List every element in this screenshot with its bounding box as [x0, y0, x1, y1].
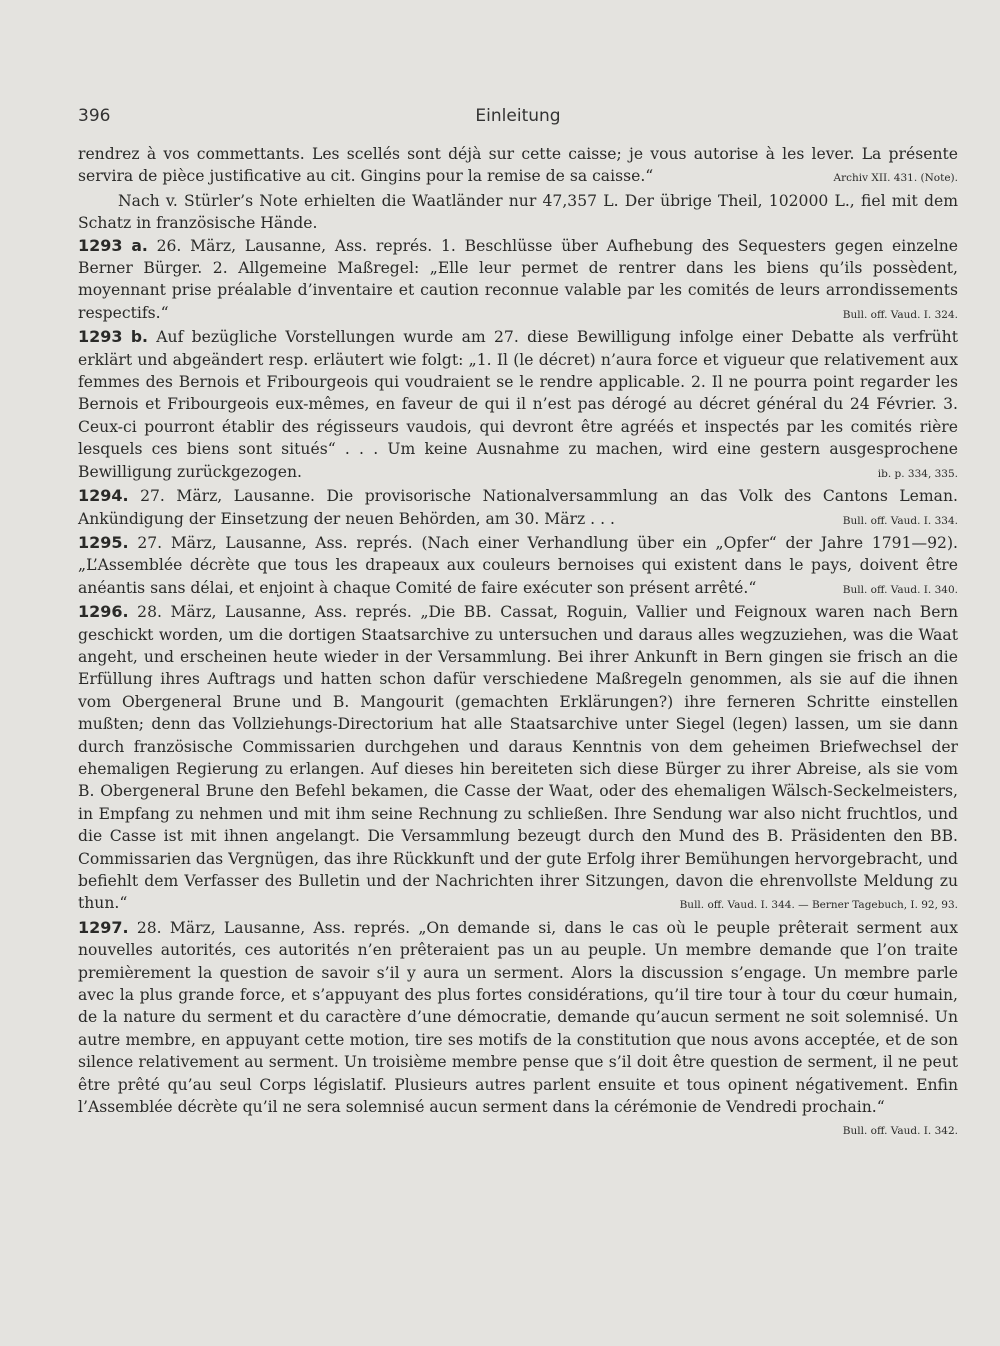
source-reference: Bull. off. Vaud. I. 342.	[842, 1125, 958, 1138]
entry-number: 1295.	[78, 532, 129, 552]
paragraph-text: 27. März, Lausanne, Ass. représ. (Nach einer Verhandlung über ein „Opfer“ der Jahre 1791—92). „L’Assemblée décrète que tous les drapeaux aux couleurs bernoises qui existent dans le pays, doivent être anéantis sans délai, et enjoint à chaque Comité de faire exécuter son présent arrêté.“	[78, 533, 958, 597]
paragraph-text: rendrez à vos commettants. Les scellés sont déjà sur cette caisse; je vous autorise à les lever. La présente servira de pièce justificative au cit. Gingins pour la remise de sa caisse.“	[78, 145, 958, 186]
source-reference: Bull. off. Vaud. I. 324.	[842, 308, 958, 321]
source-reference: ib. p. 334, 335.	[877, 467, 958, 480]
entry-1293a	[78, 235, 958, 325]
entry-1297	[78, 917, 958, 1138]
entry-1295	[78, 532, 958, 599]
source-reference: Bull. off. Vaud. I. 344. — Berner Tagebuch, I. 92, 93.	[679, 899, 958, 912]
body-text	[78, 143, 958, 1143]
source-reference: Bull. off. Vaud. I. 334.	[842, 514, 958, 527]
entry-number: 1296.	[78, 602, 129, 622]
page-header	[78, 106, 958, 130]
entry-1296	[78, 601, 958, 915]
paragraph-text: 26. März, Lausanne, Ass. représ. 1. Beschlüsse über Aufhebung des Sequesters gegen einzelne Berner Bürger. 2. Allgemeine Maßregel: „Elle leur permet de rentrer dans les biens qu’ils possèdent, moyennant prise préalable d’inventaire et caution reconnue valable par les comités de leurs arrondissements respectifs.“	[78, 236, 958, 322]
entry-1293b	[78, 326, 958, 483]
page-number: 396	[78, 106, 111, 126]
paragraph-text: 28. März, Lausanne, Ass. représ. „Die BB. Cassat, Roguin, Vallier und Feignoux waren nach Bern geschickt worden, um die dortigen Staatsarchive zu untersuchen und daraus alles wegzuziehen, was die Waat angeht, und erscheinen heute wieder in der Versammlung. Bei ihrer Ankunft in Bern gingen sie frisch an die Erfüllung ihres Auftrags und hatten schon dafür verschiedene Maßregeln genommen, als sie auf die ihnen vom Obergeneral Brune und B. Mangourit (gemachten Erklärungen?) ihre ferneren Schritte einstellen mußten; denn das Vollziehungs-Directorium hat alle Staatsarchive unter Siegel (legen) lassen, um sie dann durch französische Commissarien durchgehen und daraus Kenntnis von dem geheimen Briefwechsel der ehemaligen Regierung zu erlangen. Auf dieses hin bereiteten sich diese Bürger zu ihrer Abreise, als sie vom B. Obergeneral Brune den Befehl bekamen, die Casse der Waat, oder des ehemaligen Wälsch-Seckelmeisters, in Empfang zu nehmen und mit ihm seine Rechnung zu schließen. Ihre Sendung war also nicht fruchtlos, und die Casse ist mit ihnen angelangt. Die Versammlung bezeugt durch den Mund des B. Präsidenten den BB. Commissarien das Vergnügen, das ihre Rückkunft und der gute Erfolg ihrer Bemühungen hervorgebracht, und befiehlt dem Verfasser des Bulletin und der Nachrichten ihrer Sitzungen, davon die ehrenvollste Meldung zu thun.“	[78, 603, 958, 913]
entry-number: 1297.	[78, 917, 129, 937]
entry-suffix: b.	[130, 328, 148, 347]
source-reference: Archiv XII. 431. (Note).	[833, 172, 958, 185]
paragraph-text: 28. März, Lausanne, Ass. représ. „On demande si, dans le cas où le peuple prêterait serment aux nouvelles autorités, ces autorités n’en prêteraient pas un au peuple. Un membre demande que l’on traite premièrement la question de savoir s’il y aura un serment. Alors la discussion s’engage. Un membre parle avec la plus grande force, et s’appuyant des plus fortes considérations, qu’il tire tour à tour du cœur humain, de la nature du serment et du caractère d’une démocratie, demande qu’aucun serment ne soit solemnisé. Un autre membre, en appuyant cette motion, tire ses motifs de la constitution que nous avons acceptée, et de son silence relativement au serment. Un troisième membre pense que s’il doit être question de serment, il ne peut être prêté qu’au seul Corps législatif. Plusieurs autres parlent ensuite et tous opinent négativement. Enfin l’Assemblée décrète qu’il ne sera solemnisé aucun serment dans la cérémonie de Vendredi prochain.“	[78, 918, 958, 1117]
entry-1294	[78, 485, 958, 530]
running-head: Einleitung	[475, 106, 561, 126]
entry-suffix: a.	[131, 236, 148, 255]
source-reference: Bull. off. Vaud. I. 340.	[842, 583, 958, 596]
entry-number: 1293	[78, 327, 123, 347]
entry-number: 1294.	[78, 486, 129, 506]
paragraph-text: Auf bezügliche Vorstellungen wurde am 27. diese Bewilligung infolge einer Debatte als verfrüht erklärt und abgeändert resp. erläutert wie folgt: „1. Il (le décret) n’aura force et vigueur que relativement aux femmes des Bernois et Fribourgeois qui voudraient se le rendre applicable. 2. Il ne pourra point regarder les Bernois et Fribourgeois eux-mêmes, en faveur de qui il n’est pas dérogé au décret général du 24 Février. 3. Ceux-ci pourront établir des régisseurs vaudois, qui devront être agréés et inspectés par les comités rière lesquels ces biens sont situés“ . . . Um keine Ausnahme zu machen, wird eine gestern ausgesprochene Bewilligung zurückgezogen.	[78, 328, 958, 481]
paragraph-text: 27. März, Lausanne. Die provisorische Nationalversammlung an das Volk des Cantons Leman. Ankündigung der Einsetzung der neuen Behörden, am 30. März . . .	[78, 487, 958, 528]
paragraph-note	[78, 190, 958, 235]
paragraph-continuation	[78, 143, 958, 188]
paragraph-text: Nach v. Stürler’s Note erhielten die Waatländer nur 47,357 L. Der übrige Theil, 102000 L., fiel mit dem Schatz in französische Hände.	[78, 191, 958, 233]
entry-number: 1293	[78, 235, 123, 255]
